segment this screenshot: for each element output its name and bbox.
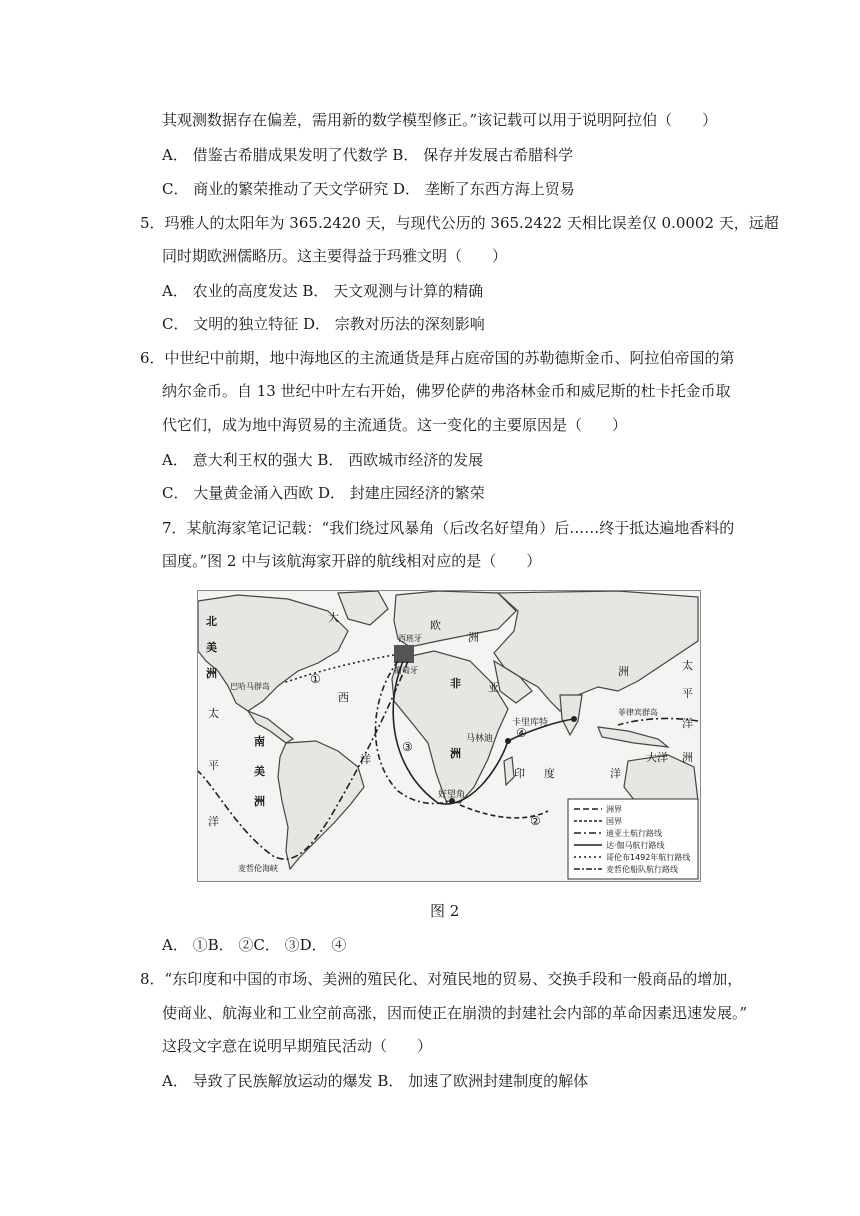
label-oceania: 大洋: [646, 751, 668, 764]
label-pacific-e-3: 洋: [682, 717, 693, 730]
navigation-routes-map: [197, 590, 701, 882]
label-good-hope: 好望角: [438, 790, 466, 800]
label-europe-2: 洲: [468, 631, 479, 644]
label-magellan-strait: 麦哲伦海峡: [238, 864, 278, 873]
north-america-shape: [198, 595, 348, 711]
label-south-america-1: 南: [254, 735, 265, 748]
label-north-america-1: 北: [206, 615, 217, 628]
legend-item: 迪亚士航行路线: [606, 829, 662, 838]
label-africa-1: 非: [450, 677, 461, 690]
legend-item: 麦哲伦船队航行路线: [606, 865, 678, 874]
q5-stem-line-1: 5．玛雅人的太阳年为 365.2420 天，与现代公历的 365.2422 天相比误差仅 0.0002 天，远超: [140, 214, 779, 232]
label-indian-1: 印: [514, 767, 525, 780]
label-route-3: ③: [402, 740, 413, 754]
label-africa-2: 洲: [450, 747, 461, 760]
label-philippines: 菲律宾群岛: [618, 708, 658, 717]
label-calicut: 卡里库特: [512, 718, 549, 728]
map-svg: [198, 591, 700, 881]
label-europe-1: 欧: [430, 619, 441, 632]
q4-stem-continuation: 其观测数据存在偏差，需用新的数学模型修正。”该记载可以用于说明阿拉伯（ ）: [162, 111, 718, 129]
label-south-america-3: 洲: [254, 795, 265, 808]
label-indian-2: 度: [544, 767, 555, 780]
greenland-shape: [338, 591, 388, 625]
q7-stem-line-2: 国度。”图 2 中与该航海家开辟的航线相对应的是（ ）: [162, 552, 542, 570]
label-portugal: 葡萄牙: [394, 666, 418, 675]
label-bahamas: 巴哈马群岛: [230, 682, 270, 691]
q8-stem-line-3: 这段文字意在说明早期殖民活动（ ）: [162, 1037, 433, 1055]
q7-stem-line-1: 7．某航海家笔记记载：“我们绕过风暴角（后改名好望角）后……终于抵达遍地香料的: [162, 519, 735, 537]
indonesia-shape: [598, 727, 668, 747]
label-south-america-2: 美: [254, 765, 265, 778]
label-pacific-w-3: 洋: [208, 815, 219, 828]
south-america-shape: [278, 741, 364, 869]
q6-stem-line-2: 纳尔金币。自 13 世纪中叶左右开始，佛罗伦萨的弗洛林金币和威尼斯的杜卡托金币取: [162, 382, 731, 400]
label-xi: 西: [338, 691, 349, 704]
malindi-dot: [505, 738, 511, 744]
label-indian-3: 洋: [610, 767, 621, 780]
figure-caption: 图 2: [430, 902, 460, 920]
label-asia-2: 洲: [618, 665, 629, 678]
legend-item: 哥伦布1492年航行路线: [606, 853, 691, 862]
legend-item: 国界: [606, 817, 622, 826]
label-north-america-3: 洲: [206, 667, 217, 680]
q5-stem-line-2: 同时期欧洲儒略历。这主要得益于玛雅文明（ ）: [162, 247, 508, 265]
label-malindi: 马林迪: [466, 734, 494, 744]
label-pacific-w-2: 平: [208, 759, 219, 772]
map-legend: [568, 799, 698, 879]
label-yang: 洋: [360, 753, 371, 766]
q6-options-row-2: C． 大量黄金涌入西欧 D． 封建庄园经济的繁荣: [162, 484, 485, 502]
legend-item: 达·伽马航行路线: [606, 841, 665, 850]
q4-options-row-2: C． 商业的繁荣推动了天文学研究 D． 垄断了东西方海上贸易: [162, 180, 575, 198]
q4-options-row-1: A． 借鉴古希腊成果发明了代数学 B． 保存并发展古希腊科学: [162, 146, 574, 164]
label-pacific-e-2: 平: [682, 687, 693, 700]
label-pacific-w-1: 太: [208, 707, 219, 720]
q8-stem-line-2: 使商业、航海业和工业空前高涨，因而使正在崩溃的封建社会内部的革命因素迅速发展。”: [162, 1004, 748, 1022]
q8-options-row-1: A． 导致了民族解放运动的爆发 B． 加速了欧洲封建制度的解体: [162, 1072, 589, 1090]
label-spain: 西班牙: [398, 634, 422, 643]
india-shape: [560, 695, 582, 735]
q8-stem-line-1: 8．“东印度和中国的市场、美洲的殖民化、对殖民地的贸易、交换手段和一般商品的增加，: [140, 970, 743, 988]
legend-item: 洲界: [606, 805, 622, 814]
q5-options-row-2: C． 文明的独立特征 D． 宗教对历法的深刻影响: [162, 315, 485, 333]
q6-options-row-1: A． 意大利王权的强大 B． 西欧城市经济的发展: [162, 451, 484, 469]
q6-stem-line-3: 代它们，成为地中海贸易的主流通货。这一变化的主要原因是（ ）: [162, 416, 628, 434]
madagascar-shape: [504, 757, 514, 785]
label-route-4: ④: [516, 726, 527, 740]
label-pacific-e-1: 太: [682, 659, 693, 672]
label-route-2: ②: [530, 814, 541, 828]
label-asia-3: 洲: [682, 751, 693, 764]
q5-options-row-1: A． 农业的高度发达 B． 天文观测与计算的精确: [162, 282, 484, 300]
q7-options: A． ①B． ②C． ③D． ④: [162, 936, 347, 954]
label-da: 大: [328, 611, 339, 624]
label-asia-1: 亚: [488, 681, 499, 694]
calicut-dot: [571, 716, 577, 722]
label-north-america-2: 美: [206, 641, 217, 654]
q6-stem-line-1: 6．中世纪中前期，地中海地区的主流通货是拜占庭帝国的苏勒德斯金币、阿拉伯帝国的第: [140, 349, 735, 367]
iberia-marker: [394, 645, 414, 663]
label-route-1: ①: [310, 672, 321, 686]
